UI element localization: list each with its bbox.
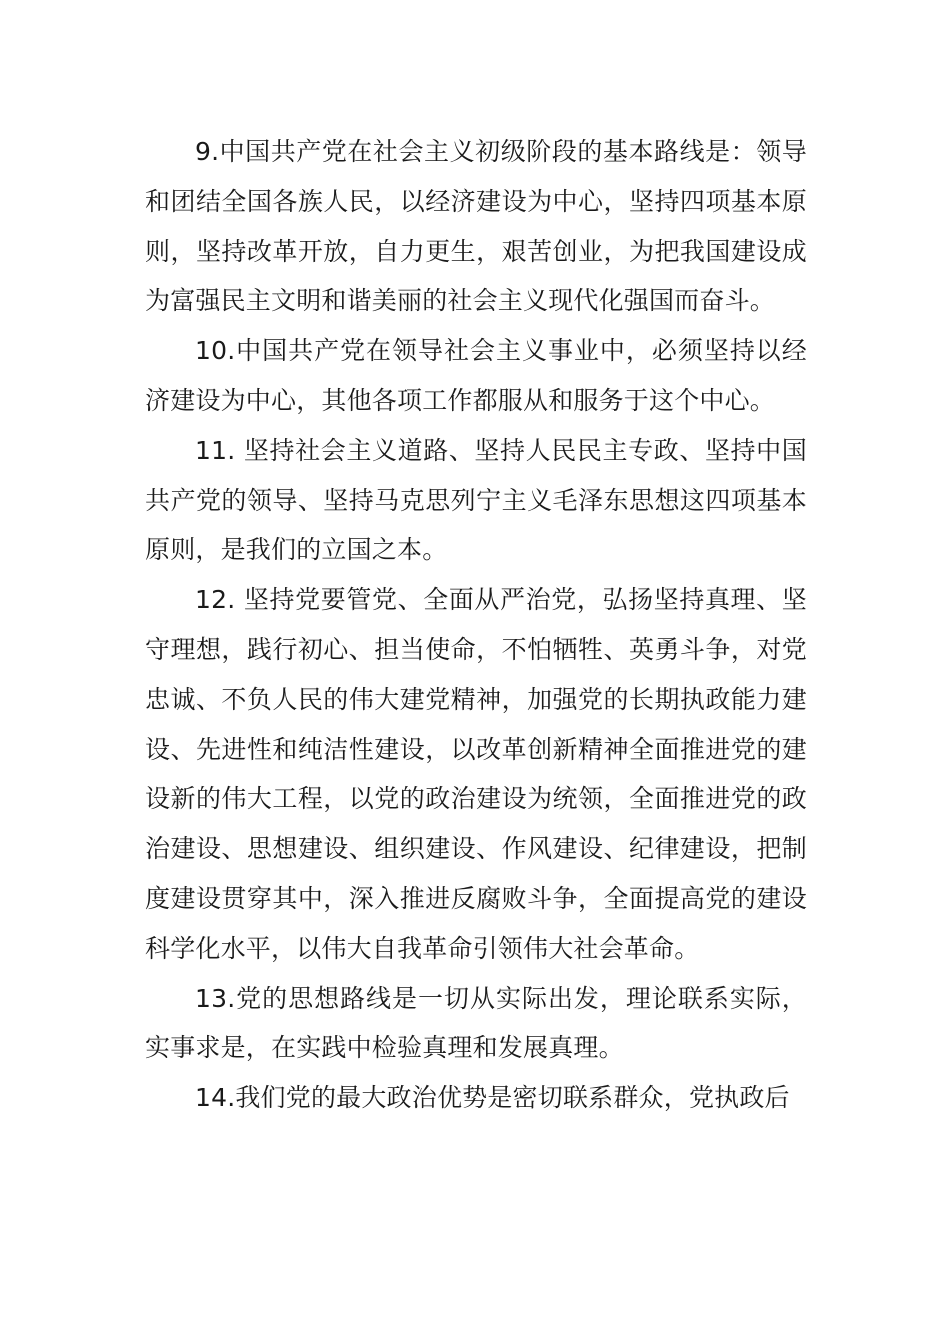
paragraph-13: 13.党的思想路线是一切从实际出发，理论联系实际，实事求是，在实践中检验真理和发展真理。 [145,983,807,1063]
paragraph-9: 9.中国共产党在社会主义初级阶段的基本路线是：领导和团结全国各族人民，以经济建设为中心，坚持四项基本原则，坚持改革开放，自力更生，艰苦创业，为把我国建设成为富强民主文明和谐美丽的社会主义现代化强国而奋斗。 [145,137,807,316]
paragraph-14: 14.我们党的最大政治优势是密切联系群众，党执政后 [195,1083,790,1113]
paragraph-11: 11. 坚持社会主义道路、坚持人民民主专政、坚持中国共产党的领导、坚持马克思列宁主义毛泽东思想这四项基本原则，是我们的立国之本。 [145,435,807,565]
paragraph-12: 12. 坚持党要管党、全面从严治党，弘扬坚持真理、坚守理想，践行初心、担当使命，不怕牺牲、英勇斗争，对党忠诚、不负人民的伟大建党精神，加强党的长期执政能力建设、先进性和纯洁性建设，以改革创新精神全面推进党的建设新的伟大工程，以党的政治建设为统领，全面推进党的政治建设、思想建设、组织建设、作风建设、纪律建设，把制度建设贯穿其中，深入推进反腐败斗争，全面提高党的建设科学化水平，以伟大自我革命引领伟大社会革命。 [145,585,807,963]
document-body [145,127,807,1123]
paragraph-10: 10.中国共产党在领导社会主义事业中，必须坚持以经济建设为中心，其他各项工作都服从和服务于这个中心。 [145,336,807,415]
